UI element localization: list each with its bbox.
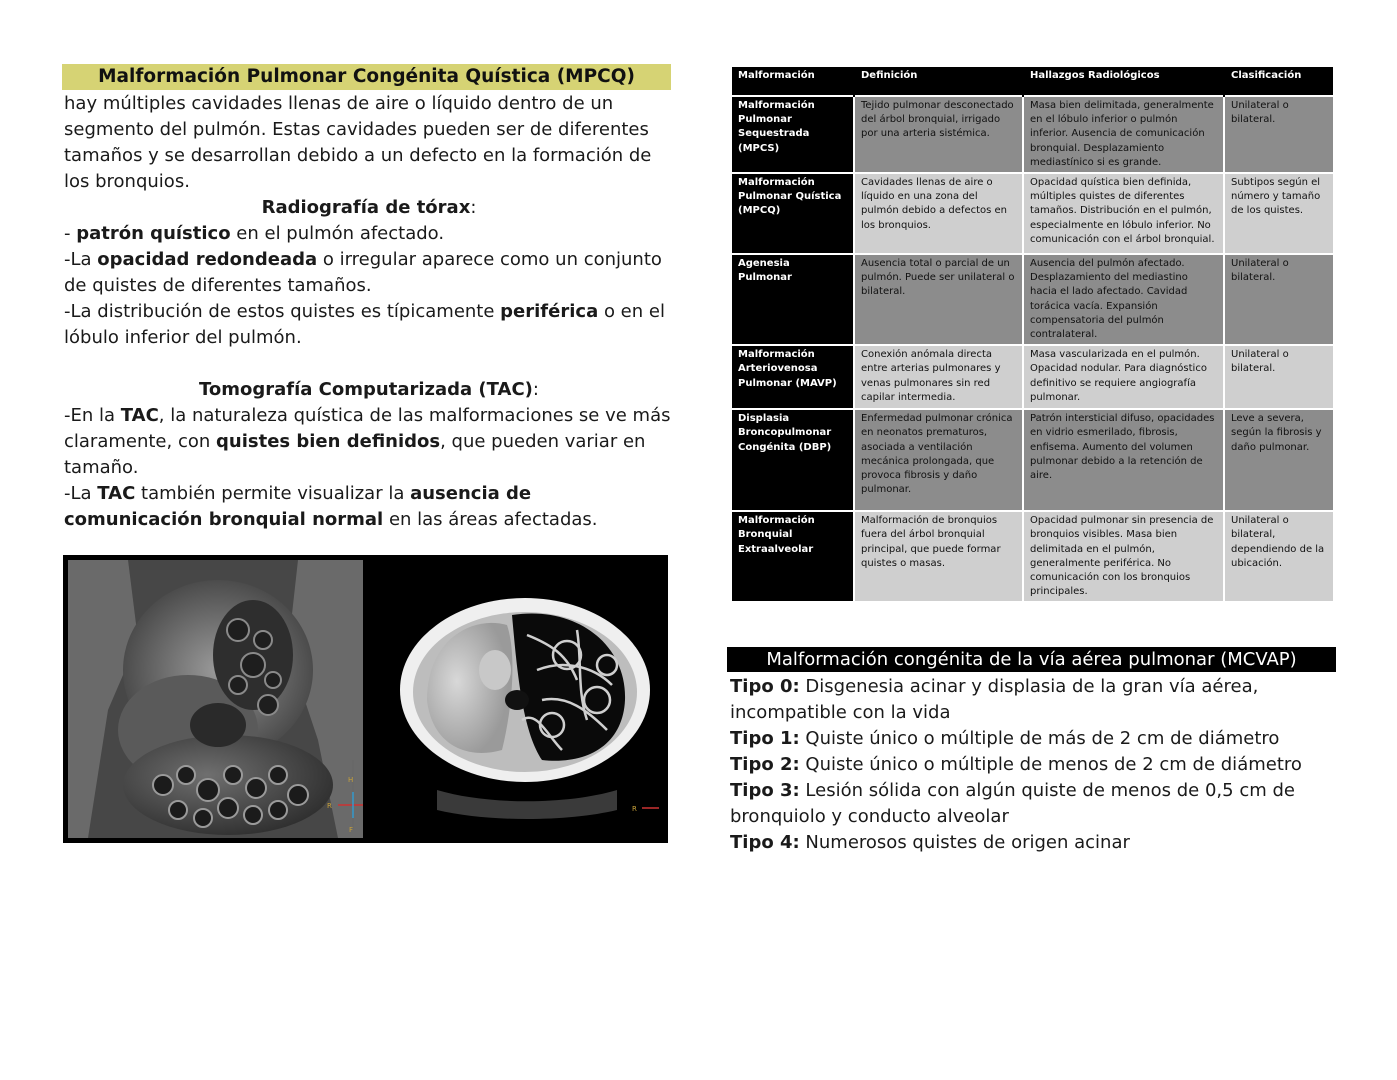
mcvap-type-1 xyxy=(730,726,1336,752)
tac-point-1-bold-2: quistes bien definidos xyxy=(216,431,441,452)
rx-point-1-prefix: - xyxy=(64,223,77,244)
tac-point-1-text-2: , que pueden variar en tamaño. xyxy=(64,431,646,478)
row-name: Malformación Pulmonar Quística (MPCQ) xyxy=(732,173,854,254)
tac-heading-colon: : xyxy=(532,379,539,400)
malformations-table-grid xyxy=(732,67,1333,601)
axial-ct-drawing xyxy=(377,560,665,838)
rx-point-2-text: o irregular aparece como un conjunto de quistes de diferentes tamaños. xyxy=(64,249,662,296)
mcvap-types xyxy=(730,674,1336,856)
table-row xyxy=(732,345,1333,409)
coronal-ct-image xyxy=(68,560,363,838)
tac-point-2-text-2: en las áreas afectadas. xyxy=(383,509,598,530)
rx-point-2-bold: opacidad redondeada xyxy=(97,249,318,270)
table-row xyxy=(732,173,1333,254)
orientation-label-h: H xyxy=(348,776,354,784)
rx-point-3 xyxy=(64,299,674,351)
row-name: Malformación Pulmonar Sequestrada (MPCS) xyxy=(732,96,854,173)
row-findings: Opacidad quística bien definida, múltiples quistes de diferentes tamaños. Distribución en el pulmón, especialmente en lóbulo inferior. No comunicación con el árbol bronquial. xyxy=(1023,173,1224,254)
type-label: Tipo 4: xyxy=(730,832,800,853)
mcvap-title: Malformación congénita de la vía aérea pulmonar (MCVAP) xyxy=(727,647,1336,672)
rx-point-1-text: en el pulmón afectado. xyxy=(230,223,445,244)
table-row xyxy=(732,254,1333,345)
spacer-line xyxy=(64,351,674,377)
row-findings: Patrón intersticial difuso, opacidades en vidrio esmerilado, fibrosis, enfisema. Aumento del volumen pulmonar debido a la retención de aire. xyxy=(1023,409,1224,511)
type-text: Quiste único o múltiple de más de 2 cm de diámetro xyxy=(799,728,1280,749)
rx-heading: Radiografía de tórax xyxy=(261,197,471,218)
row-definition: Ausencia total o parcial de un pulmón. Puede ser unilateral o bilateral. xyxy=(854,254,1023,345)
row-classification: Unilateral o bilateral. xyxy=(1224,96,1333,173)
row-name: Agenesia Pulmonar xyxy=(732,254,854,345)
rx-point-3-text: o en el lóbulo inferior del pulmón. xyxy=(64,301,665,348)
orientation-label-r: R xyxy=(327,802,332,810)
row-classification: Unilateral o bilateral. xyxy=(1224,345,1333,409)
axial-orientation-label-r: R xyxy=(632,805,637,813)
tac-point-2-prefix: -La xyxy=(64,483,98,504)
row-findings: Ausencia del pulmón afectado. Desplazamiento del mediastino hacia el lado afectado. Cavidad torácica vacía. Expansión compensatoria del pulmón contralateral. xyxy=(1023,254,1224,345)
row-definition: Cavidades llenas de aire o líquido en una zona del pulmón debido a defectos en los bronquios. xyxy=(854,173,1023,254)
rx-point-1 xyxy=(64,221,674,247)
table-row xyxy=(732,511,1333,601)
table-header-row xyxy=(732,67,1333,96)
type-label: Tipo 0: xyxy=(730,676,800,697)
rx-point-3-bold: periférica xyxy=(500,301,599,322)
type-label: Tipo 2: xyxy=(730,754,800,775)
row-findings: Masa vascularizada en el pulmón. Opacidad nodular. Para diagnóstico definitivo se requiere angiografía pulmonar. xyxy=(1023,345,1224,409)
row-name: Malformación Bronquial Extraalveolar xyxy=(732,511,854,601)
coronal-ct-drawing xyxy=(68,560,363,838)
mcvap-type-4 xyxy=(730,830,1336,856)
mpcq-intro: hay múltiples cavidades llenas de aire o líquido dentro de un segmento del pulmón. Estas cavidades pueden ser de diferentes tamaños y se desarrollan debido a un defecto en la formación de los bronquios. xyxy=(64,93,652,192)
tac-point-1 xyxy=(64,403,674,481)
row-definition: Enfermedad pulmonar crónica en neonatos prematuros, asociada a ventilación mecánica prolongada, que provoca fibrosis y daño pulmonar. xyxy=(854,409,1023,511)
tac-heading-line xyxy=(64,377,674,403)
table-row xyxy=(732,409,1333,511)
rx-point-2 xyxy=(64,247,674,299)
rx-heading-colon: : xyxy=(470,197,477,218)
tac-point-2-text-1: también permite visualizar la xyxy=(135,483,411,504)
header-hallazgos: Hallazgos Radiológicos xyxy=(1023,67,1224,96)
row-definition: Conexión anómala directa entre arterias pulmonares y venas pulmonares sin red capilar intermedia. xyxy=(854,345,1023,409)
header-clasificacion: Clasificación xyxy=(1224,67,1333,96)
row-classification: Unilateral o bilateral. xyxy=(1224,254,1333,345)
mcvap-type-0 xyxy=(730,674,1336,726)
tac-point-1-prefix: -En la xyxy=(64,405,121,426)
rx-point-3-prefix: -La distribución de estos quistes es típicamente xyxy=(64,301,501,322)
tac-point-1-bold-1: TAC xyxy=(120,405,159,426)
rx-heading-line xyxy=(64,195,674,221)
table-row xyxy=(732,96,1333,173)
type-label: Tipo 1: xyxy=(730,728,800,749)
mpcq-title: Malformación Pulmonar Congénita Quística (MPCQ) xyxy=(62,64,671,90)
mcvap-type-3 xyxy=(730,778,1336,830)
axial-ct-image xyxy=(377,560,665,838)
row-name: Malformación Arteriovenosa Pulmonar (MAVP) xyxy=(732,345,854,409)
mcvap-type-2 xyxy=(730,752,1336,778)
orientation-label-f: F xyxy=(349,826,354,834)
row-definition: Tejido pulmonar desconectado del árbol bronquial, irrigado por una arteria sistémica. xyxy=(854,96,1023,173)
rx-point-2-prefix: -La xyxy=(64,249,98,270)
row-findings: Opacidad pulmonar sin presencia de bronquios visibles. Masa bien delimitada en el pulmón, generalmente periférica. No comunicación con los bronquios principales. xyxy=(1023,511,1224,601)
tac-point-2-bold-1: TAC xyxy=(97,483,136,504)
row-classification: Leve a severa, según la fibrosis y daño pulmonar. xyxy=(1224,409,1333,511)
mpcq-description xyxy=(64,91,674,533)
type-label: Tipo 3: xyxy=(730,780,800,801)
row-definition: Malformación de bronquios fuera del árbol bronquial principal, que puede formar quistes o masas. xyxy=(854,511,1023,601)
type-text: Lesión sólida con algún quiste de menos de 0,5 cm de bronquiolo y conducto alveolar xyxy=(730,780,1295,827)
malformations-table xyxy=(732,67,1333,601)
row-classification: Subtipos según el número y tamaño de los quistes. xyxy=(1224,173,1333,254)
tac-point-2 xyxy=(64,481,674,533)
row-name: Displasia Broncopulmonar Congénita (DBP) xyxy=(732,409,854,511)
type-text: Quiste único o múltiple de menos de 2 cm de diámetro xyxy=(799,754,1302,775)
tac-heading: Tomografía Computarizada (TAC) xyxy=(198,379,533,400)
rx-point-1-bold: patrón quístico xyxy=(76,223,231,244)
radiology-images xyxy=(63,555,668,843)
row-classification: Unilateral o bilateral, dependiendo de la ubicación. xyxy=(1224,511,1333,601)
type-text: Numerosos quistes de origen acinar xyxy=(799,832,1130,853)
tac-point-1-text-1: , la naturaleza quística de las malformaciones se ve más claramente, con xyxy=(64,405,671,452)
header-malformacion: Malformación xyxy=(732,67,854,96)
type-text: Disgenesia acinar y displasia de la gran vía aérea, incompatible con la vida xyxy=(730,676,1259,723)
header-definicion: Definición xyxy=(854,67,1023,96)
tac-point-2-bold-2: ausencia de comunicación bronquial normal xyxy=(64,483,532,530)
row-findings: Masa bien delimitada, generalmente en el lóbulo inferior o pulmón inferior. Ausencia de comunicación bronquial. Desplazamiento mediastínico si es grande. xyxy=(1023,96,1224,173)
